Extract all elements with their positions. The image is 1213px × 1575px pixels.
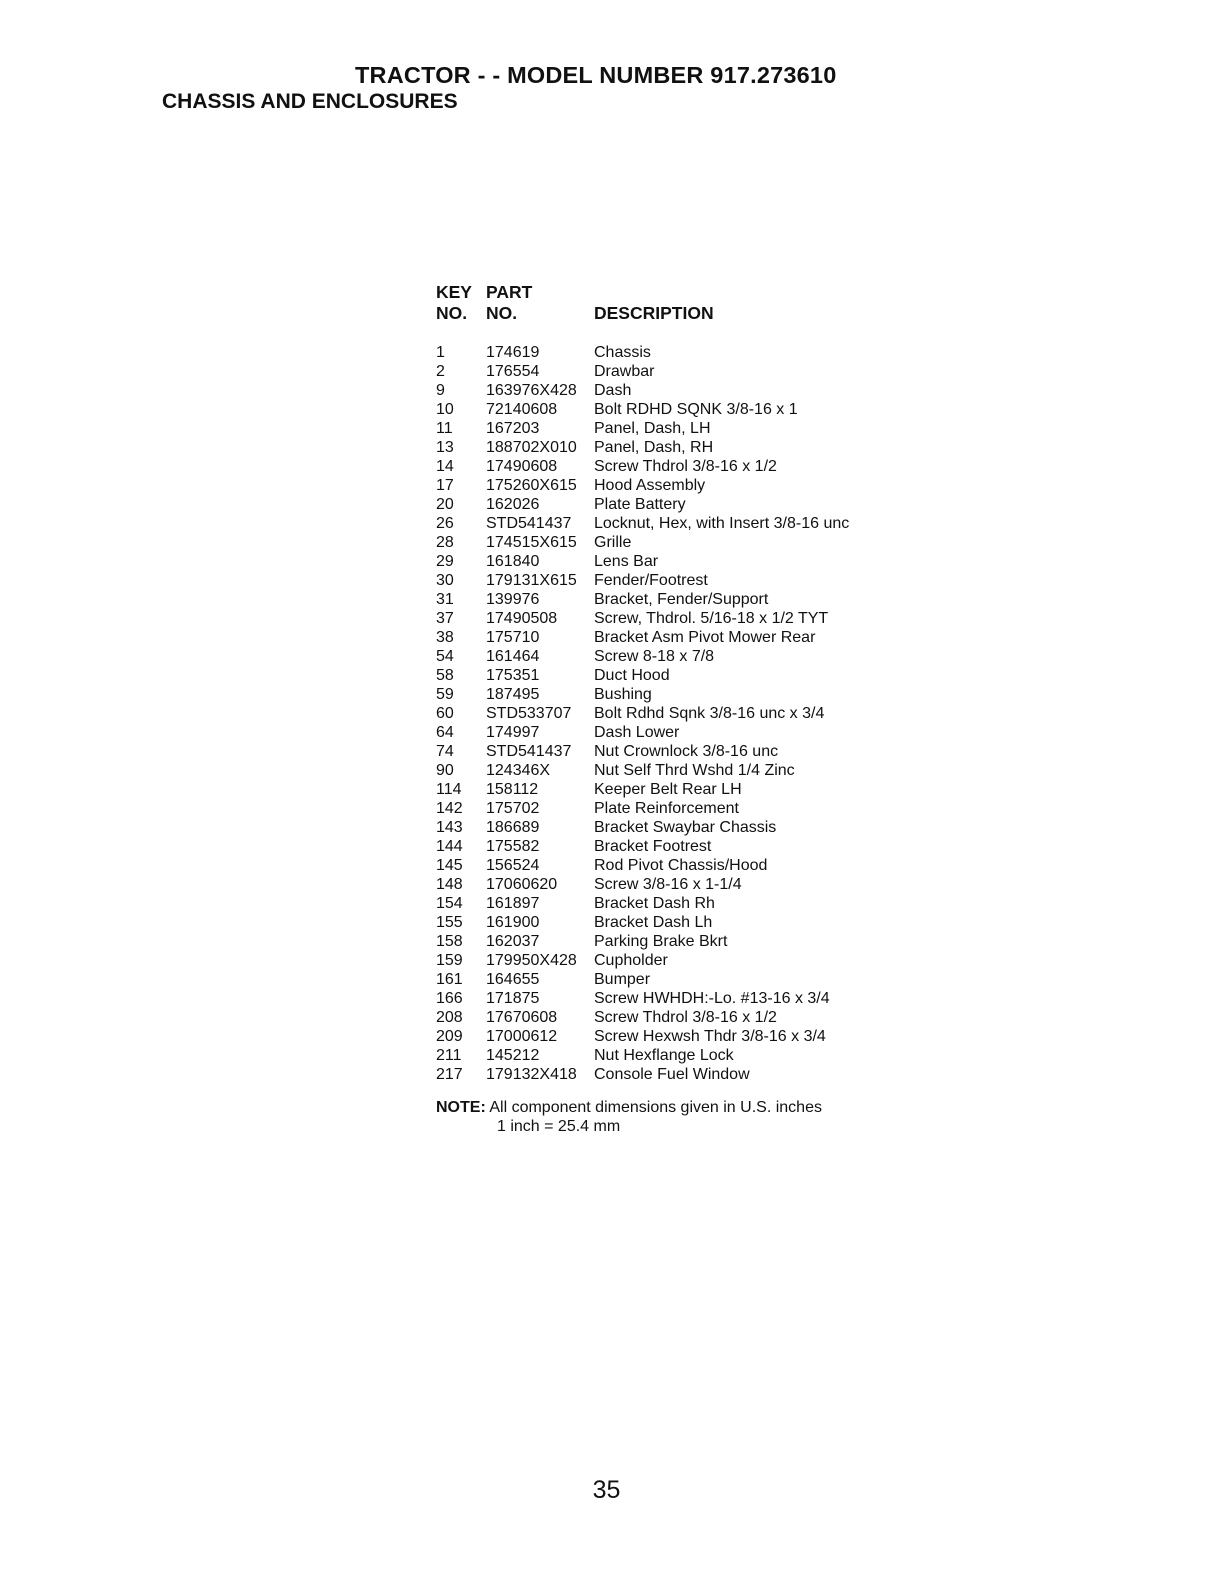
key-no: 166 (436, 990, 463, 1007)
key-no: 208 (436, 1009, 463, 1026)
parts-list (436, 282, 849, 1084)
key-no: 148 (436, 876, 463, 893)
part-description: Bolt Rdhd Sqnk 3/8-16 unc x 3/4 (594, 705, 825, 722)
part-no: 162026 (486, 496, 540, 513)
part-no: 175702 (486, 800, 540, 817)
part-description: Plate Battery (594, 496, 686, 513)
table-row (436, 343, 849, 362)
key-no: 26 (436, 515, 454, 532)
part-description: Locknut, Hex, with Insert 3/8-16 unc (594, 515, 850, 532)
table-row (436, 1027, 849, 1046)
table-row (436, 856, 849, 875)
key-no: 1 (436, 344, 445, 361)
table-row (436, 799, 849, 818)
table-row (436, 666, 849, 685)
part-no: 175710 (486, 629, 540, 646)
key-no: 161 (436, 971, 463, 988)
part-no: 145212 (486, 1047, 540, 1064)
part-description: Bracket Dash Lh (594, 914, 713, 931)
part-no: 179131X615 (486, 572, 577, 589)
key-no: 30 (436, 572, 454, 589)
part-description: Panel, Dash, LH (594, 420, 711, 437)
part-description: Nut Self Thrd Wshd 1/4 Zinc (594, 762, 795, 779)
part-description: Bracket Asm Pivot Mower Rear (594, 629, 816, 646)
table-row (436, 1065, 849, 1084)
key-no: 60 (436, 705, 454, 722)
part-description: Screw Thdrol 3/8-16 x 1/2 (594, 1009, 777, 1026)
key-no: 9 (436, 382, 445, 399)
key-column-header: KEY (436, 282, 472, 302)
part-no: 161464 (486, 648, 540, 665)
part-description: Panel, Dash, RH (594, 439, 714, 456)
part-no: 174619 (486, 344, 540, 361)
part-no: 161900 (486, 914, 540, 931)
note (436, 1098, 822, 1136)
parts-header-row-2 (436, 303, 849, 324)
key-no: 13 (436, 439, 454, 456)
key-no: 158 (436, 933, 463, 950)
table-row (436, 704, 849, 723)
part-no: 179950X428 (486, 952, 577, 969)
key-no: 14 (436, 458, 454, 475)
key-no: 2 (436, 363, 445, 380)
part-description: Dash (594, 382, 632, 399)
page-title: TRACTOR - - MODEL NUMBER 917.273610 (355, 62, 837, 88)
part-no: 163976X428 (486, 382, 577, 399)
table-row (436, 932, 849, 951)
table-row (436, 400, 849, 419)
part-no: 161897 (486, 895, 540, 912)
table-row (436, 761, 849, 780)
part-no: 158112 (486, 781, 539, 798)
part-no: 72140608 (486, 401, 558, 418)
table-row (436, 970, 849, 989)
part-no: 17670608 (486, 1009, 558, 1026)
part-description: Grille (594, 534, 632, 551)
table-row (436, 552, 849, 571)
key-column-header-no: NO. (436, 303, 468, 323)
table-row (436, 476, 849, 495)
part-no: 179132X418 (486, 1066, 577, 1083)
key-no: 17 (436, 477, 454, 494)
table-row (436, 571, 849, 590)
table-row (436, 837, 849, 856)
key-no: 74 (436, 743, 454, 760)
part-no: 17490508 (486, 610, 558, 627)
table-row (436, 514, 849, 533)
table-row (436, 438, 849, 457)
key-no: 143 (436, 819, 463, 836)
part-description: Cupholder (594, 952, 668, 969)
part-description: Screw HWHDH:-Lo. #13-16 x 3/4 (594, 990, 830, 1007)
table-row (436, 723, 849, 742)
part-no: STD541437 (486, 515, 572, 532)
key-no: 54 (436, 648, 454, 665)
part-no: 167203 (486, 420, 540, 437)
part-no: 176554 (486, 363, 540, 380)
key-no: 144 (436, 838, 463, 855)
table-row (436, 894, 849, 913)
key-no: 114 (436, 781, 462, 798)
part-description: Parking Brake Bkrt (594, 933, 728, 950)
part-description: Console Fuel Window (594, 1066, 750, 1083)
key-no: 211 (436, 1047, 462, 1064)
part-description: Keeper Belt Rear LH (594, 781, 742, 798)
table-row (436, 419, 849, 438)
table-row (436, 495, 849, 514)
part-description: Drawbar (594, 363, 655, 380)
key-no: 38 (436, 629, 454, 646)
key-no: 145 (436, 857, 463, 874)
part-no: 17000612 (486, 1028, 558, 1045)
table-row (436, 989, 849, 1008)
part-no: 164655 (486, 971, 540, 988)
table-row (436, 457, 849, 476)
part-no: STD541437 (486, 743, 572, 760)
key-no: 64 (436, 724, 454, 741)
parts-rows (436, 343, 849, 1084)
part-description: Bushing (594, 686, 652, 703)
part-description: Fender/Footrest (594, 572, 708, 589)
part-description: Rod Pivot Chassis/Hood (594, 857, 768, 874)
table-row (436, 609, 849, 628)
key-no: 217 (436, 1066, 463, 1083)
key-no: 31 (436, 591, 454, 608)
key-no: 58 (436, 667, 454, 684)
table-row (436, 742, 849, 761)
part-column-header: PART (486, 282, 533, 302)
table-row (436, 362, 849, 381)
table-row (436, 818, 849, 837)
table-row (436, 685, 849, 704)
part-description: Chassis (594, 344, 651, 361)
note-line-1: All component dimensions given in U.S. inches (489, 1099, 822, 1116)
part-no: 186689 (486, 819, 540, 836)
part-description: Bracket Dash Rh (594, 895, 715, 912)
part-no: 139976 (486, 591, 540, 608)
key-no: 29 (436, 553, 454, 570)
key-no: 10 (436, 401, 454, 418)
part-description: Lens Bar (594, 553, 659, 570)
key-no: 28 (436, 534, 454, 551)
parts-header-row-1 (436, 282, 849, 303)
part-no: 17490608 (486, 458, 558, 475)
key-no: 159 (436, 952, 463, 969)
part-description: Bracket Footrest (594, 838, 712, 855)
section-title: CHASSIS AND ENCLOSURES (162, 90, 458, 113)
part-description: Screw Thdrol 3/8-16 x 1/2 (594, 458, 777, 475)
table-row (436, 1046, 849, 1065)
page-number: 35 (592, 1476, 621, 1504)
part-no: 174997 (486, 724, 540, 741)
part-no: 156524 (486, 857, 540, 874)
key-no: 59 (436, 686, 454, 703)
part-description: Screw 3/8-16 x 1-1/4 (594, 876, 742, 893)
table-row (436, 381, 849, 400)
note-label: NOTE: (436, 1099, 486, 1116)
part-no: 175260X615 (486, 477, 577, 494)
key-no: 11 (436, 420, 453, 437)
part-description: Screw, Thdrol. 5/16-18 x 1/2 TYT (594, 610, 829, 627)
part-description: Bumper (594, 971, 651, 988)
part-no: 124346X (486, 762, 551, 779)
key-no: 155 (436, 914, 463, 931)
table-row (436, 1008, 849, 1027)
part-no: 175582 (486, 838, 540, 855)
table-row (436, 780, 849, 799)
part-description: Bolt RDHD SQNK 3/8-16 x 1 (594, 401, 798, 418)
part-no: 188702X010 (486, 439, 577, 456)
description-column-header: DESCRIPTION (594, 303, 714, 323)
part-no: 17060620 (486, 876, 558, 893)
part-description: Screw Hexwsh Thdr 3/8-16 x 3/4 (594, 1028, 826, 1045)
part-description: Screw 8-18 x 7/8 (594, 648, 715, 665)
part-description: Nut Hexflange Lock (594, 1047, 734, 1064)
part-column-header-no: NO. (486, 303, 518, 323)
part-description: Plate Reinforcement (594, 800, 739, 817)
part-description: Duct Hood (594, 667, 670, 684)
note-line-2: 1 inch = 25.4 mm (497, 1118, 621, 1135)
key-no: 20 (436, 496, 454, 513)
part-no: 161840 (486, 553, 540, 570)
table-row (436, 533, 849, 552)
key-no: 154 (436, 895, 463, 912)
part-no: 171875 (486, 990, 540, 1007)
table-row (436, 590, 849, 609)
part-no: STD533707 (486, 705, 572, 722)
part-no: 175351 (486, 667, 540, 684)
part-description: Nut Crownlock 3/8-16 unc (594, 743, 779, 760)
key-no: 37 (436, 610, 454, 627)
key-no: 142 (436, 800, 463, 817)
part-no: 187495 (486, 686, 540, 703)
table-row (436, 875, 849, 894)
table-row (436, 913, 849, 932)
part-no: 162037 (486, 933, 540, 950)
part-description: Bracket Swaybar Chassis (594, 819, 777, 836)
part-description: Dash Lower (594, 724, 680, 741)
part-description: Bracket, Fender/Support (594, 591, 769, 608)
table-row (436, 647, 849, 666)
table-row (436, 628, 849, 647)
part-description: Hood Assembly (594, 477, 706, 494)
part-no: 174515X615 (486, 534, 577, 551)
key-no: 90 (436, 762, 454, 779)
key-no: 209 (436, 1028, 463, 1045)
table-row (436, 951, 849, 970)
